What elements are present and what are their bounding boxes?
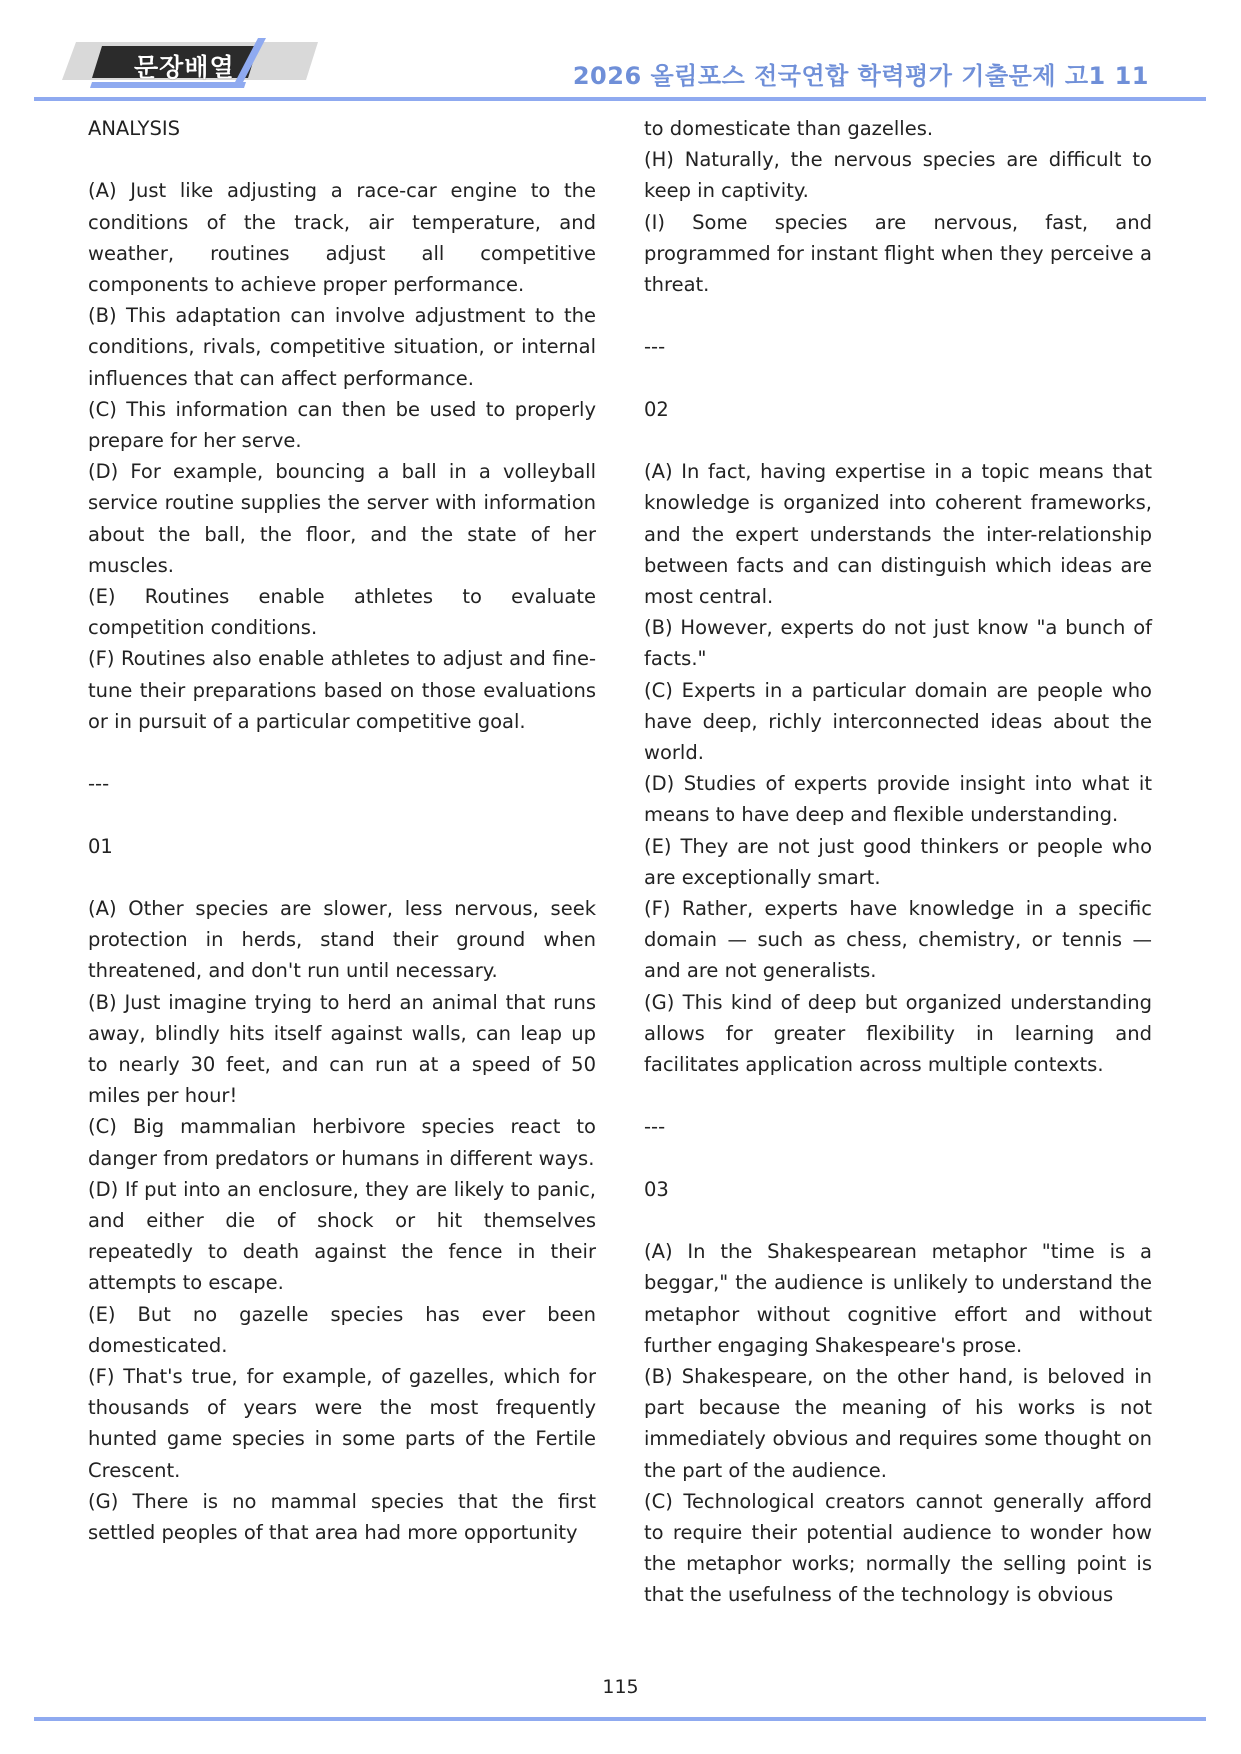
separator: ---	[88, 772, 110, 796]
paragraph: (A) In fact, having expertise in a topic means that knowledge is organized into coherent frameworks, and the expert understands the inter-relationship between facts and can distinguish which ideas are most central.	[644, 460, 1152, 608]
separator: ---	[644, 1115, 666, 1139]
paragraph: (C) This information can then be used to properly prepare for her serve.	[88, 397, 596, 453]
page-number: 115	[602, 1676, 639, 1698]
paragraph: (A) Just like adjusting a race-car engine to the conditions of the track, air temperature, and weather, routines adjust all competitive components to achieve proper performance.	[88, 179, 596, 296]
paragraph: (G) There is no mammal species that the first settled peoples of that area had more opportunity	[88, 1489, 596, 1545]
paragraph: (H) Naturally, the nervous species are difficult to keep in captivity.	[644, 148, 1152, 203]
paragraph: (D) If put into an enclosure, they are likely to panic, and either die of shock or hit themselves repeatedly to death against the fence in their attempts to escape.	[88, 1177, 596, 1295]
paragraph: (E) They are not just good thinkers or people who are exceptionally smart.	[644, 834, 1152, 889]
analysis-heading: ANALYSIS	[88, 117, 180, 140]
paragraph: (B) Shakespeare, on the other hand, is beloved in part because the meaning of his works is not immediately obvious and requires some thought on the part of the audience.	[644, 1365, 1152, 1482]
paragraph: to domesticate than gazelles.	[644, 117, 934, 140]
left-column	[88, 113, 596, 1548]
paragraph: (A) Other species are slower, less nervous, seek protection in herds, stand their ground when threatened, and don't run until necessary.	[88, 897, 596, 983]
paragraph: (B) Just imagine trying to herd an animal that runs away, blindly hits itself against walls, can leap up to nearly 30 feet, and can run at a speed of 50 miles per hour!	[88, 990, 596, 1108]
question-number: 01	[88, 834, 113, 858]
question-number: 02	[644, 397, 669, 421]
badge-label: 문장배열	[134, 53, 235, 82]
paragraph: (F) Rather, experts have knowledge in a specific domain — such as chess, chemistry, or tennis — and are not generalists.	[644, 897, 1152, 983]
paragraph: (D) For example, bouncing a ball in a volleyball service routine supplies the server with information about the ball, the floor, and the state of her muscles.	[88, 460, 596, 577]
section-badge	[62, 38, 362, 94]
paragraph: (F) Routines also enable athletes to adjust and fine-tune their preparations based on those evaluations or in pursuit of a particular competitive goal.	[88, 647, 596, 733]
footer-divider	[34, 1717, 1206, 1721]
paragraph: (A) In the Shakespearean metaphor "time is a beggar," the audience is unlikely to understand the metaphor without cognitive effort and without further engaging Shakespeare's prose.	[644, 1240, 1152, 1357]
paragraph: (C) Experts in a particular domain are people who have deep, richly interconnected ideas about the world.	[644, 678, 1152, 765]
right-column	[644, 113, 1152, 1611]
paragraph: (C) Technological creators cannot generally afford to require their potential audience to wonder how the metaphor works; normally the selling point is that the usefulness of the technology is obvious	[644, 1489, 1152, 1607]
page-title: 2026 올림포스 전국연합 학력평가 기출문제 고1 11	[572, 62, 1149, 90]
paragraph: (B) However, experts do not just know "a bunch of facts."	[644, 616, 1152, 671]
paragraph: (E) But no gazelle species has ever been domesticated.	[88, 1302, 596, 1357]
header-divider	[34, 97, 1206, 101]
paragraph: (G) This kind of deep but organized understanding allows for greater flexibility in learning and facilitates application across multiple contexts.	[644, 990, 1152, 1077]
separator: ---	[644, 335, 666, 359]
paragraph: (D) Studies of experts provide insight into what it means to have deep and flexible understanding.	[644, 772, 1152, 827]
paragraph: (C) Big mammalian herbivore species react to danger from predators or humans in different ways.	[88, 1115, 596, 1170]
paragraph: (F) That's true, for example, of gazelles, which for thousands of years were the most frequently hunted game species in some parts of the Fertile Crescent.	[88, 1365, 596, 1482]
paragraph: (B) This adaptation can involve adjustment to the conditions, rivals, competitive situation, or internal influences that can affect performance.	[88, 304, 596, 390]
paragraph: (I) Some species are nervous, fast, and programmed for instant flight when they perceive a threat.	[644, 210, 1152, 297]
question-number: 03	[644, 1177, 669, 1201]
paragraph: (E) Routines enable athletes to evaluate competition conditions.	[88, 585, 596, 640]
page-header	[0, 0, 1241, 105]
